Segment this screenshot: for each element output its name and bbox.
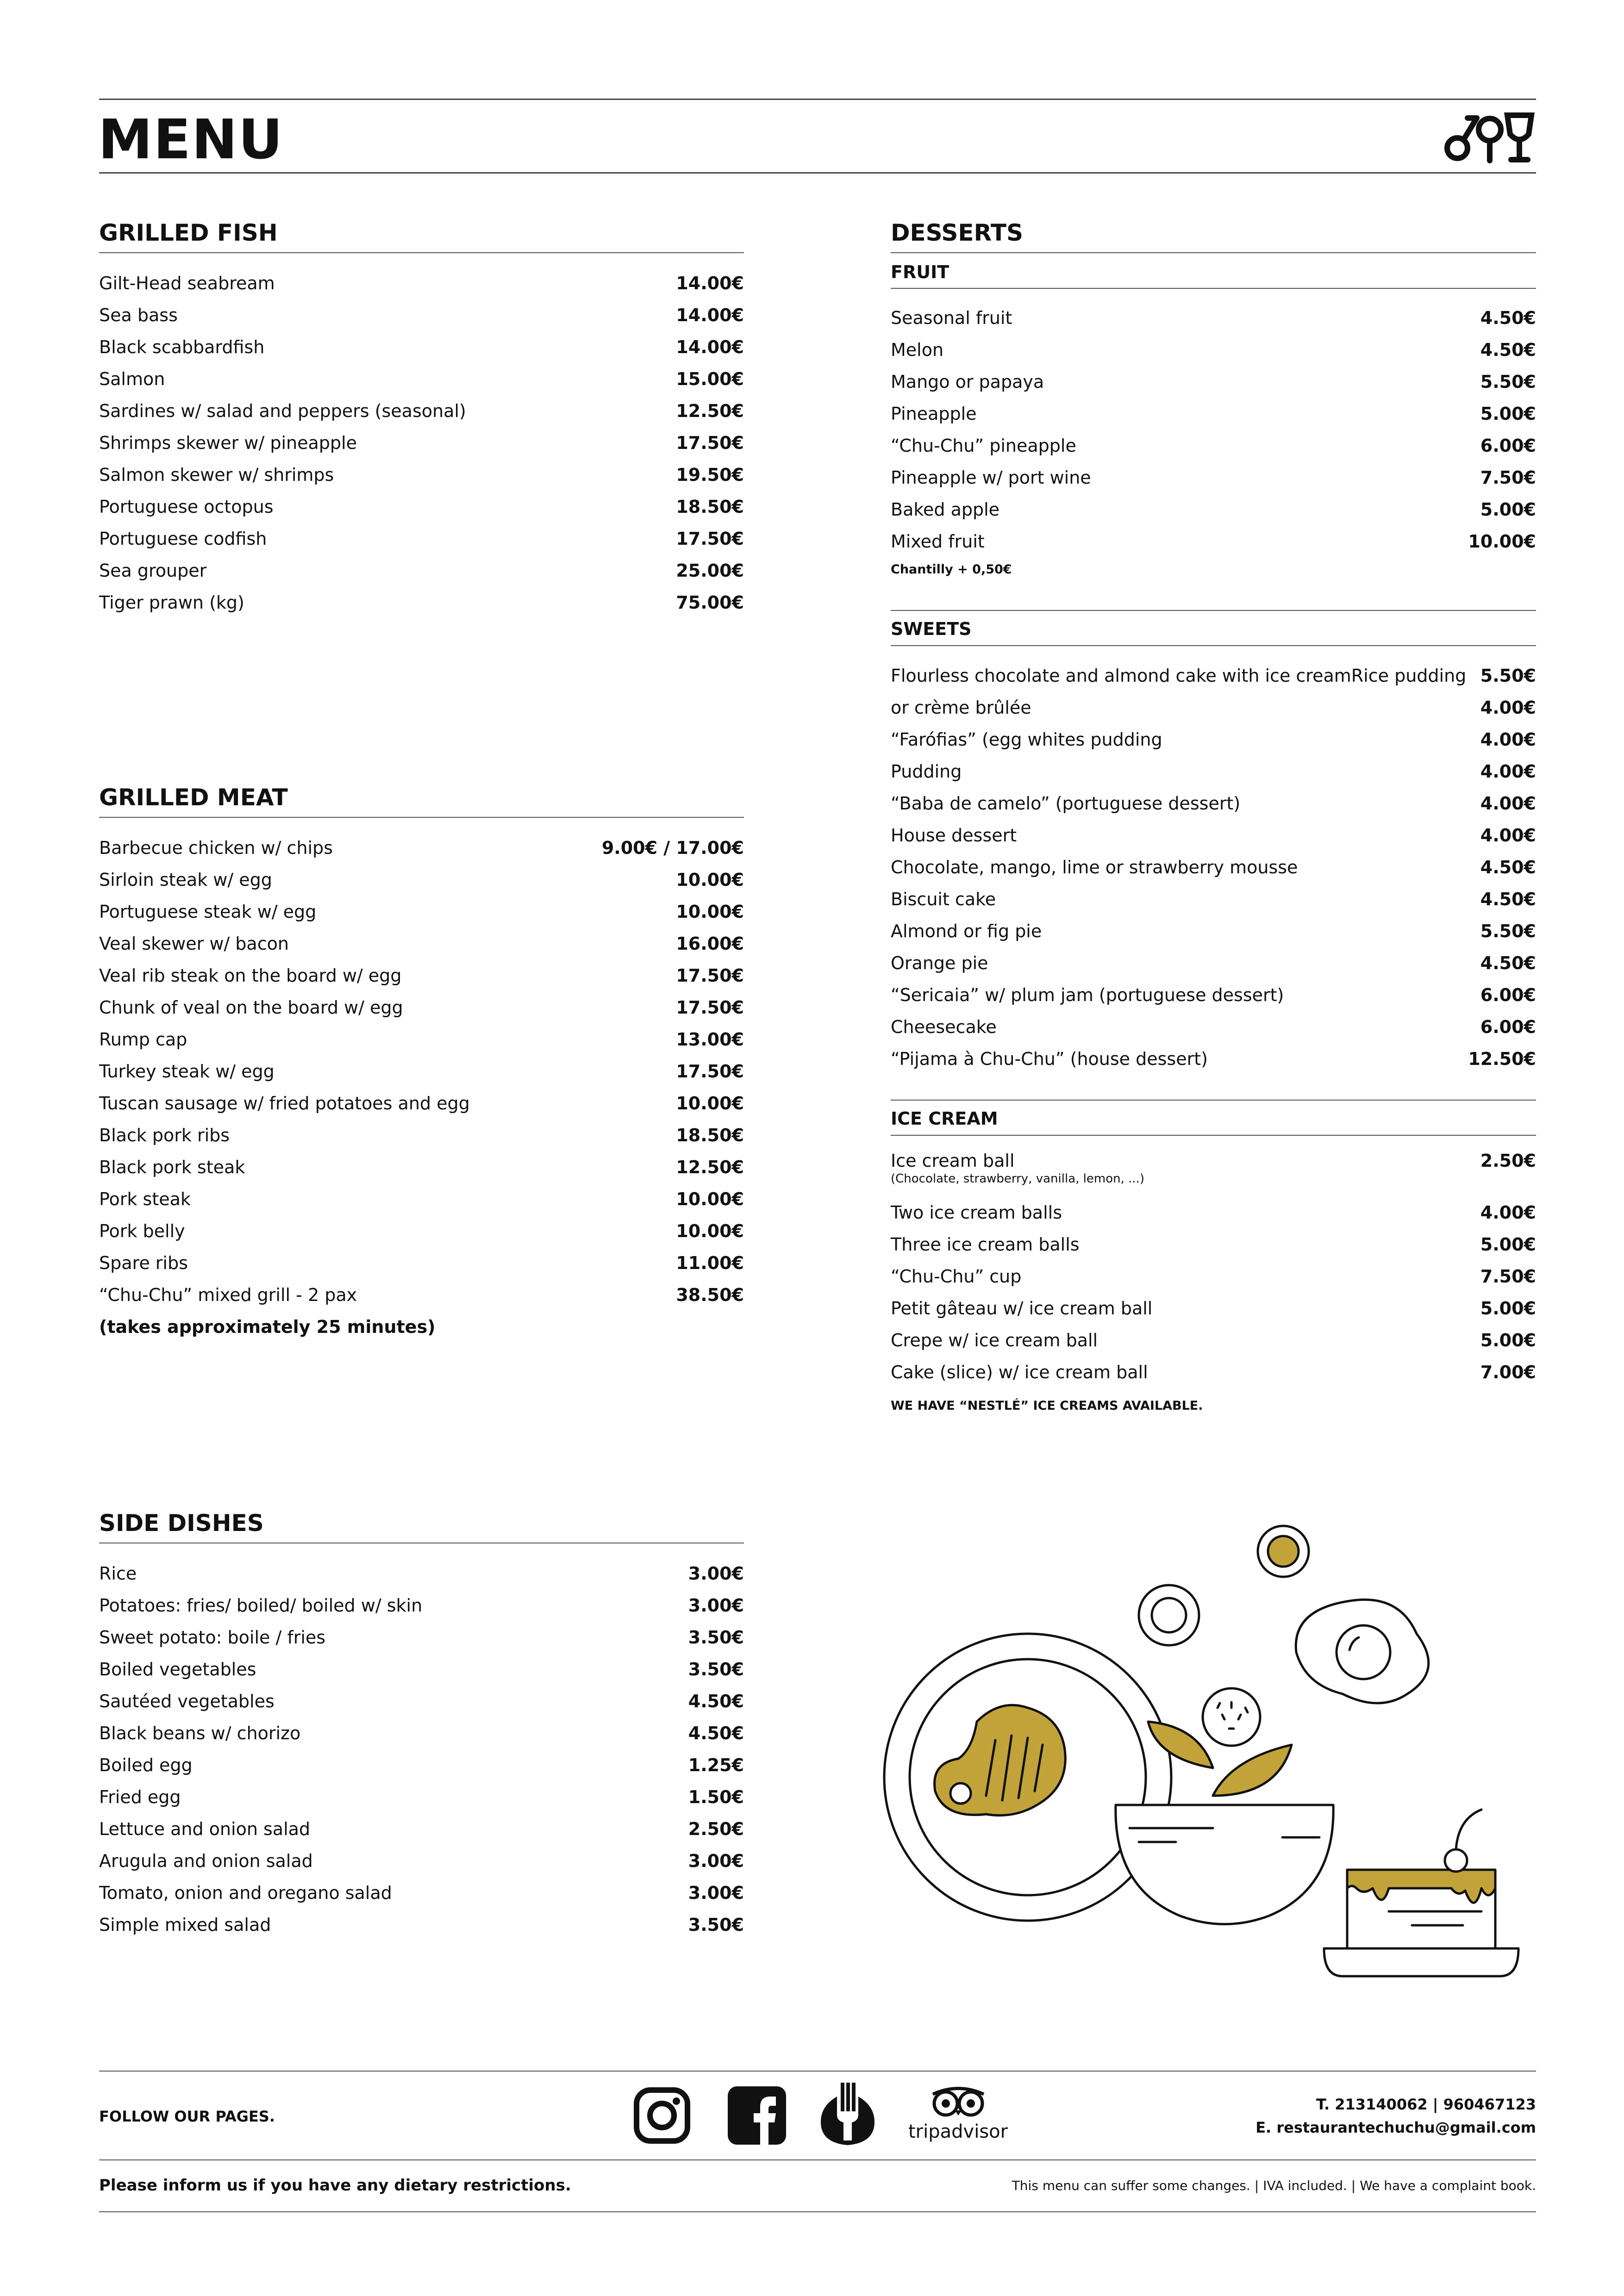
list-item [891, 462, 1536, 494]
item-price: 19.50€ [676, 465, 744, 485]
list-item [99, 395, 744, 427]
item-price: 4.00€ [1480, 793, 1536, 814]
list-item [99, 427, 744, 459]
list-item [99, 459, 744, 491]
footer-bottom-rule [99, 2211, 1536, 2212]
item-price: 12.50€ [676, 401, 744, 421]
list-item [99, 1877, 744, 1909]
list-item [891, 494, 1536, 526]
item-name: Tomato, onion and oregano salad [99, 1883, 392, 1903]
item-name: Shrimps skewer w/ pineapple [99, 433, 357, 453]
grilled-fish-title: GRILLED FISH [99, 219, 278, 246]
instagram-icon[interactable] [633, 2086, 691, 2145]
item-name: Potatoes: fries/ boiled/ boiled w/ skin [99, 1595, 423, 1616]
list-item [99, 1024, 744, 1056]
item-price: 3.50€ [688, 1915, 744, 1935]
list-item [99, 1151, 744, 1183]
item-price: 4.00€ [1480, 825, 1536, 846]
item-price: 4.00€ [1480, 729, 1536, 750]
item-name: Gilt-Head seabream [99, 273, 275, 293]
list-item [99, 1247, 744, 1279]
item-price: 5.50€ [1480, 372, 1536, 392]
fruit-rule [891, 288, 1536, 289]
tripadvisor-label[interactable]: tripadvisor [908, 2121, 1008, 2142]
item-price: 14.00€ [676, 337, 744, 357]
item-price: 14.00€ [676, 305, 744, 325]
sweets-top-rule [891, 610, 1536, 611]
list-item [99, 363, 744, 395]
item-price: 17.50€ [676, 997, 744, 1018]
item-name: Petit gâteau w/ ice cream ball [891, 1298, 1153, 1319]
item-price: 18.50€ [676, 497, 744, 517]
item-name: Almond or fig pie [891, 921, 1042, 941]
grilled-meat-section [99, 832, 744, 1343]
item-name: Orange pie [891, 953, 988, 973]
grilled-meat-rule [99, 817, 744, 818]
item-name: “Chu-Chu” mixed grill - 2 pax [99, 1285, 357, 1305]
list-item [99, 299, 744, 331]
item-name: Pudding [891, 761, 962, 782]
sweets-list [891, 660, 1536, 1075]
grilled-fish-list [99, 268, 744, 619]
item-price: 5.50€ [1480, 666, 1536, 686]
item-price: 4.50€ [1480, 857, 1536, 877]
list-item [891, 302, 1536, 334]
item-price: 6.00€ [1480, 436, 1536, 456]
item-name: Fried egg [99, 1787, 181, 1807]
contact-email[interactable]: E. restaurantechuchu@gmail.com [1255, 2119, 1536, 2136]
list-item [99, 1558, 744, 1590]
sweets-title: SWEETS [891, 619, 972, 639]
item-name: Pork steak [99, 1189, 191, 1209]
item-name: Sea bass [99, 305, 178, 325]
item-price: 15.00€ [676, 369, 744, 389]
list-item [99, 1622, 744, 1654]
item-name: Salmon [99, 369, 165, 389]
fruit-title: FRUIT [891, 262, 949, 282]
list-item [891, 884, 1536, 915]
item-price: 12.50€ [1468, 1049, 1536, 1069]
item-subtext: (Chocolate, strawberry, vanilla, lemon, ...) [891, 1172, 1145, 1186]
item-name: Mixed fruit [891, 531, 985, 552]
bowl-icon [1116, 1805, 1333, 1924]
item-name: House dessert [891, 825, 1017, 846]
cutlery-glass-icon [1439, 109, 1536, 164]
list-item [891, 1043, 1536, 1075]
item-price: 7.00€ [1480, 1362, 1536, 1382]
item-name: Mango or papaya [891, 372, 1044, 392]
item-name: Boiled vegetables [99, 1659, 256, 1680]
item-price: 5.00€ [1480, 1234, 1536, 1255]
item-price: 3.00€ [688, 1851, 744, 1871]
page-title: MENU [98, 107, 284, 171]
list-item [99, 268, 744, 299]
list-item [99, 1909, 744, 1941]
item-price: 10.00€ [676, 1093, 744, 1114]
list-item [891, 334, 1536, 366]
item-name: “Chu-Chu” pineapple [891, 436, 1076, 456]
item-name: Two ice cream balls [891, 1202, 1062, 1223]
item-name: Lettuce and onion salad [99, 1819, 311, 1839]
item-name: Crepe w/ ice cream ball [891, 1330, 1098, 1350]
item-name: Boiled egg [99, 1755, 193, 1775]
item-name: Baked apple [891, 499, 1000, 520]
item-name: Biscuit cake [891, 889, 996, 909]
list-item [99, 1183, 744, 1215]
item-name: “Sericaia” w/ plum jam (portuguese dessert) [891, 985, 1284, 1005]
header-bottom-rule [99, 172, 1536, 174]
item-price: 9.00€ / 17.00€ [601, 838, 744, 858]
list-item [99, 523, 744, 555]
item-name: Turkey steak w/ egg [99, 1061, 275, 1082]
item-price: 4.50€ [1480, 953, 1536, 973]
list-item [99, 555, 744, 587]
item-name: or crème brûlée [891, 697, 1031, 718]
item-name: Sea grouper [99, 560, 207, 581]
sweets-rule [891, 645, 1536, 646]
item-name: Ice cream ball [891, 1151, 1015, 1171]
item-price: 5.00€ [1480, 1298, 1536, 1319]
list-item [891, 947, 1536, 979]
item-name: Melon [891, 340, 944, 360]
item-name: “Pijama à Chu-Chu” (house dessert) [891, 1049, 1208, 1069]
item-price: 4.00€ [1480, 697, 1536, 718]
list-item [99, 896, 744, 928]
footer-middle-rule [99, 2159, 1536, 2160]
ice-cream-note: WE HAVE “NESTLÉ” ICE CREAMS AVAILABLE. [891, 1399, 1203, 1413]
item-name: Veal skewer w/ bacon [99, 933, 289, 954]
list-item [99, 1717, 744, 1749]
list-item [891, 366, 1536, 398]
item-price: 18.50€ [676, 1125, 744, 1145]
item-price: 1.50€ [688, 1787, 744, 1807]
item-price: 10.00€ [676, 870, 744, 890]
list-item [891, 692, 1536, 724]
list-item [99, 491, 744, 523]
fried-egg-icon [1296, 1599, 1428, 1703]
item-price: 1.25€ [688, 1755, 744, 1775]
item-price: 3.50€ [688, 1627, 744, 1648]
item-price: 17.50€ [676, 965, 744, 986]
list-item [891, 915, 1536, 947]
item-name: Spare ribs [99, 1253, 188, 1273]
header-top-rule [99, 99, 1536, 100]
item-price: 13.00€ [676, 1029, 744, 1050]
item-name: Pineapple [891, 404, 977, 424]
grilled-meat-title: GRILLED MEAT [99, 784, 288, 811]
item-name: “Chu-Chu” cup [891, 1266, 1022, 1287]
item-name: Black pork ribs [99, 1125, 230, 1145]
item-price: 4.50€ [1480, 340, 1536, 360]
item-price: 10.00€ [676, 902, 744, 922]
list-item [99, 1215, 744, 1247]
item-price: 17.50€ [676, 1061, 744, 1082]
item-price: 10.00€ [1468, 531, 1536, 552]
list-item [891, 1293, 1536, 1325]
item-name: Black scabbardfish [99, 337, 265, 357]
item-name: Black beans w/ chorizo [99, 1723, 301, 1743]
grilled-fish-rule [99, 252, 744, 253]
item-name: Sardines w/ salad and peppers (seasonal) [99, 401, 466, 421]
item-price: 10.00€ [676, 1189, 744, 1209]
item-name: Portuguese octopus [99, 497, 274, 517]
list-item [99, 832, 744, 864]
list-item [99, 1845, 744, 1877]
item-name: Pineapple w/ port wine [891, 467, 1091, 488]
item-price: 4.50€ [688, 1723, 744, 1743]
list-item [891, 852, 1536, 884]
item-name: Rump cap [99, 1029, 187, 1050]
ice-cream-rule [891, 1135, 1536, 1136]
item-name: Rice [99, 1563, 137, 1584]
item-name: Black pork steak [99, 1157, 245, 1177]
item-price: 14.00€ [676, 273, 744, 293]
item-price: 2.50€ [1480, 1151, 1536, 1171]
list-item [99, 587, 744, 619]
list-item [891, 756, 1536, 788]
list-item [891, 526, 1536, 558]
list-item [891, 1261, 1536, 1293]
list-item [99, 1654, 744, 1686]
list-item [99, 1088, 744, 1120]
item-name: Tiger prawn (kg) [99, 592, 244, 613]
item-price: 2.50€ [688, 1819, 744, 1839]
grilled-meat-note: (takes approximately 25 minutes) [99, 1317, 436, 1337]
list-item [99, 1120, 744, 1151]
item-price: 3.00€ [688, 1595, 744, 1616]
item-name: Portuguese codfish [99, 529, 267, 549]
item-price: 4.00€ [1480, 1202, 1536, 1223]
leaf-icon [1213, 1745, 1292, 1796]
item-price: 4.50€ [1480, 889, 1536, 909]
food-illustration [880, 1518, 1542, 1990]
list-item [99, 928, 744, 960]
item-price: 5.00€ [1480, 499, 1536, 520]
item-price: 3.00€ [688, 1563, 744, 1584]
list-item [99, 1813, 744, 1845]
item-price: 11.00€ [676, 1253, 744, 1273]
item-name: Chunk of veal on the board w/ egg [99, 997, 403, 1018]
item-name: Tuscan sausage w/ fried potatoes and egg [99, 1093, 470, 1114]
item-name: Portuguese steak w/ egg [99, 902, 317, 922]
item-price: 25.00€ [676, 560, 744, 581]
item-name: Veal rib steak on the board w/ egg [99, 965, 402, 986]
dietary-notice: Please inform us if you have any dietary restrictions. [99, 2176, 571, 2195]
menu-disclaimer: This menu can suffer some changes. | IVA included. | We have a complaint book. [1012, 2178, 1536, 2193]
desserts-rule [891, 252, 1536, 253]
grilled-meat-list [99, 832, 744, 1311]
footer-top-rule [99, 2071, 1536, 2072]
side-dishes-title: SIDE DISHES [99, 1510, 264, 1537]
list-item [891, 1145, 1536, 1197]
item-price: 5.50€ [1480, 921, 1536, 941]
item-name: Flourless chocolate and almond cake with ice creamRice pudding [891, 666, 1467, 686]
list-item [99, 864, 744, 896]
contact-phone: T. 213140062 | 960467123 [1316, 2096, 1536, 2113]
item-price: 75.00€ [676, 592, 744, 613]
item-name: Chocolate, mango, lime or strawberry mousse [891, 857, 1298, 877]
leaf-icon [1148, 1722, 1213, 1768]
list-item [891, 1356, 1536, 1388]
list-item [99, 1056, 744, 1088]
item-price: 7.50€ [1480, 1266, 1536, 1287]
list-item [891, 398, 1536, 430]
side-dishes-list [99, 1558, 744, 1941]
item-price: 5.00€ [1480, 404, 1536, 424]
item-price: 6.00€ [1480, 985, 1536, 1005]
list-item [891, 724, 1536, 756]
list-item [99, 992, 744, 1024]
item-name: Sweet potato: boile / fries [99, 1627, 326, 1648]
item-price: 4.50€ [1480, 308, 1536, 328]
item-price: 38.50€ [676, 1285, 744, 1305]
item-name: Cheesecake [891, 1017, 997, 1037]
item-price: 12.50€ [676, 1157, 744, 1177]
desserts-title: DESSERTS [891, 219, 1023, 246]
ice-cream-section [891, 1145, 1536, 1413]
list-item [99, 960, 744, 992]
list-item [99, 331, 744, 363]
item-name: Cake (slice) w/ ice cream ball [891, 1362, 1148, 1382]
list-item [99, 1590, 744, 1622]
item-name: Seasonal fruit [891, 308, 1012, 328]
item-name: Three ice cream balls [891, 1234, 1080, 1255]
item-name: Sautéed vegetables [99, 1691, 275, 1711]
list-item [891, 979, 1536, 1011]
item-price: 7.50€ [1480, 467, 1536, 488]
item-name: Barbecue chicken w/ chips [99, 838, 333, 858]
list-item [99, 1749, 744, 1781]
item-name: Sirloin steak w/ egg [99, 870, 272, 890]
list-item [891, 788, 1536, 820]
fruit-section [891, 302, 1536, 577]
ice-cream-top-rule [891, 1100, 1536, 1101]
list-item [891, 1197, 1536, 1229]
item-name: Salmon skewer w/ shrimps [99, 465, 334, 485]
list-item [891, 1325, 1536, 1356]
list-item [891, 820, 1536, 852]
follow-text: FOLLOW OUR PAGES. [99, 2108, 275, 2125]
ice-cream-list [891, 1197, 1536, 1388]
list-item [891, 1229, 1536, 1261]
list-item [99, 1686, 744, 1717]
list-item [99, 1781, 744, 1813]
item-price: 10.00€ [676, 1221, 744, 1241]
ice-cream-title: ICE CREAM [891, 1108, 998, 1129]
item-price: 4.00€ [1480, 761, 1536, 782]
item-name: “Baba de camelo” (portuguese dessert) [891, 793, 1241, 814]
fruit-note: Chantilly + 0,50€ [891, 562, 1012, 577]
item-name: Simple mixed salad [99, 1915, 271, 1935]
item-price: 6.00€ [1480, 1017, 1536, 1037]
tripadvisor-icon[interactable] [928, 2085, 988, 2117]
item-price: 16.00€ [676, 933, 744, 954]
item-price: 3.00€ [688, 1883, 744, 1903]
list-item [891, 660, 1536, 692]
item-price: 3.50€ [688, 1659, 744, 1680]
item-price: 4.50€ [688, 1691, 744, 1711]
facebook-icon[interactable] [728, 2086, 786, 2145]
thefork-icon[interactable] [818, 2083, 877, 2147]
item-price: 17.50€ [676, 433, 744, 453]
fruit-list [891, 302, 1536, 558]
item-name: Arugula and onion salad [99, 1851, 313, 1871]
cherry-icon [1445, 1849, 1467, 1872]
item-price: 17.50€ [676, 529, 744, 549]
list-item [891, 1011, 1536, 1043]
list-item [891, 430, 1536, 462]
item-price: 5.00€ [1480, 1330, 1536, 1350]
item-name: Pork belly [99, 1221, 185, 1241]
list-item [99, 1279, 744, 1311]
item-name: “Farófias” (egg whites pudding [891, 729, 1162, 750]
